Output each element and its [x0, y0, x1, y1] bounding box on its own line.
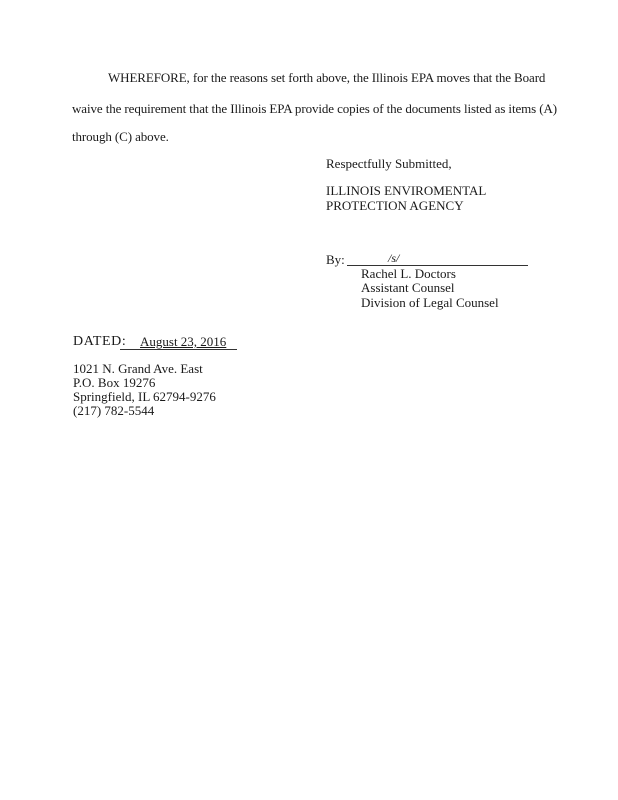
- agency-name-line-1: ILLINOIS ENVIROMENTAL: [326, 183, 487, 198]
- dated-value: August 23, 2016: [140, 334, 227, 349]
- body-line-3: through (C) above.: [72, 129, 169, 144]
- body-line-1: WHEREFORE, for the reasons set forth above, the Illinois EPA moves that the Board: [108, 70, 546, 85]
- address-line-2: P.O. Box 19276: [73, 375, 156, 390]
- body-line-2: waive the requirement that the Illinois EPA provide copies of the documents listed as items (A): [72, 101, 557, 116]
- agency-name-line-2: PROTECTION AGENCY: [326, 198, 464, 213]
- by-label: By:: [326, 252, 345, 267]
- closing-salutation: Respectfully Submitted,: [326, 156, 452, 171]
- signer-title: Assistant Counsel: [361, 280, 455, 295]
- signer-division: Division of Legal Counsel: [361, 295, 499, 310]
- signer-name: Rachel L. Doctors: [361, 266, 456, 281]
- dated-label: DATED:: [73, 334, 127, 349]
- signature-mark: /s/: [388, 251, 400, 265]
- address-line-4: (217) 782-5544: [73, 403, 155, 418]
- address-line-1: 1021 N. Grand Ave. East: [73, 361, 203, 376]
- address-line-3: Springfield, IL 62794-9276: [73, 389, 216, 404]
